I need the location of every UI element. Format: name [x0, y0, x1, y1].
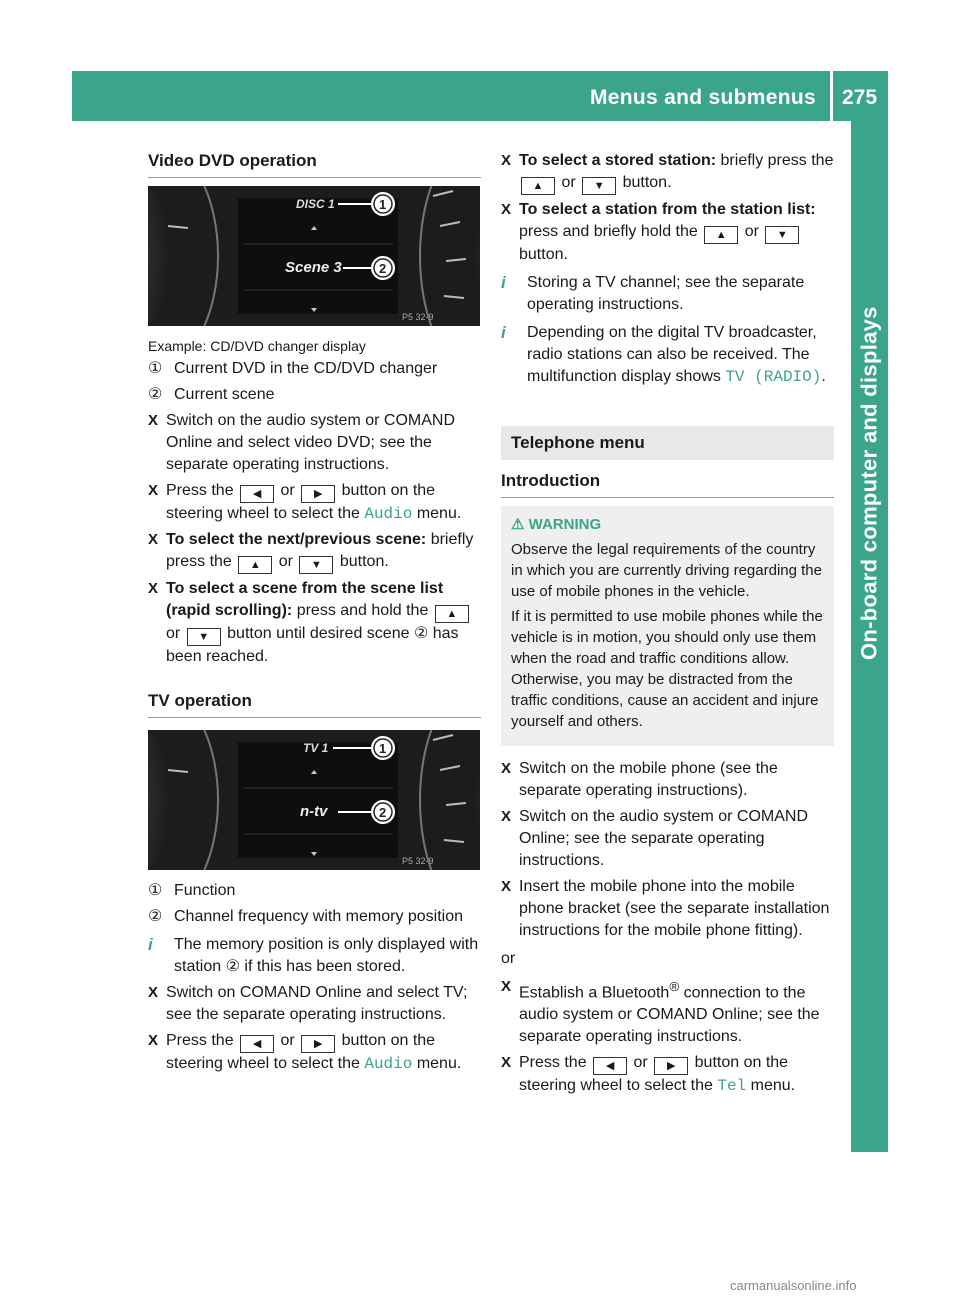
- introduction-heading: Introduction: [501, 470, 834, 498]
- warning-text: Observe the legal requirements of the country in which you are currently driving regarding the use of mobile phones in the vehicle.: [511, 541, 822, 600]
- down-key-icon: ▼: [582, 177, 616, 195]
- dvd-heading: Video DVD operation: [148, 150, 481, 178]
- legend-item: ② Channel frequency with memory position: [148, 908, 464, 925]
- footer-watermark: carmanualsonline.info: [730, 1278, 857, 1293]
- legend-item: ② Current scene: [148, 386, 275, 403]
- audio-menu-code: Audio: [364, 1055, 413, 1073]
- down-key-icon: ▼: [765, 226, 799, 244]
- up-key-icon: ▲: [238, 556, 272, 574]
- down-key-icon: ▼: [187, 628, 221, 646]
- tv-display-illustration: [148, 730, 480, 870]
- audio-menu-code: Audio: [364, 505, 413, 523]
- tv-heading: TV operation: [148, 690, 481, 718]
- right-column: [501, 150, 834, 1101]
- page-section-title: Menus and submenus: [590, 86, 816, 109]
- instruction-step: X Press the ◀ or ▶ button on the steering wheel to select the Audio menu.: [148, 482, 462, 523]
- svg-text:2: 2: [379, 261, 387, 276]
- info-icon: i: [501, 323, 506, 342]
- instruction-step: X Press the ◀ or ▶ button on the steering wheel to select the Audio menu.: [148, 1032, 462, 1073]
- down-key-icon: ▼: [299, 556, 333, 574]
- tv-image-label-mid: n-tv: [300, 803, 328, 820]
- up-key-icon: ▲: [521, 177, 555, 195]
- right-key-icon: ▶: [301, 1035, 335, 1053]
- instruction-step: X Establish a Bluetooth® connection to the audio system or COMAND Online; see the separate operating instructions.: [501, 978, 820, 1046]
- instruction-step: X To select a station from the station list: press and briefly hold the ▲ or ▼ button.: [501, 201, 816, 263]
- up-key-icon: ▲: [704, 226, 738, 244]
- instruction-step: X Insert the mobile phone into the mobile phone bracket (see the separate installation instructions for the mobile phone fitting).: [501, 878, 830, 939]
- tv-radio-code: TV (RADIO): [725, 368, 822, 386]
- left-column: [148, 150, 481, 1079]
- header-separator: [830, 71, 833, 121]
- dvd-display-photo: [148, 186, 480, 326]
- instruction-step: X Switch on the audio system or COMAND Online and select video DVD; see the separate operating instructions.: [148, 412, 455, 473]
- instruction-step: X Switch on COMAND Online and select TV; see the separate operating instructions.: [148, 984, 468, 1023]
- svg-text:2: 2: [379, 805, 387, 820]
- warning-icon: ⚠: [511, 516, 525, 533]
- left-key-icon: ◀: [593, 1057, 627, 1075]
- dvd-image-label-mid: Scene 3: [285, 259, 342, 276]
- instruction-step: X Switch on the mobile phone (see the separate operating instructions).: [501, 760, 778, 799]
- info-note: i Depending on the digital TV broadcaster, radio stations can also be received. The multifunction display shows TV (RADIO).: [501, 323, 826, 386]
- instruction-step: X Switch on the audio system or COMAND Online; see the separate operating instructions.: [501, 808, 808, 869]
- warning-text: If it is permitted to use mobile phones while the vehicle is in motion, you should only use them when the road and traffic conditions allow. Otherwise, you may be distracted from the traffic conditions, cause an accident and injure yourself and others.: [511, 608, 823, 730]
- left-key-icon: ◀: [240, 1035, 274, 1053]
- page-number: 275: [842, 86, 878, 109]
- right-key-icon: ▶: [654, 1057, 688, 1075]
- info-note: i Storing a TV channel; see the separate operating instructions.: [501, 272, 834, 316]
- instruction-step: X To select a stored station: briefly press the ▲ or ▼ button.: [501, 150, 834, 195]
- right-key-icon: ▶: [301, 485, 335, 503]
- warning-header: ⚠ WARNING: [511, 516, 602, 533]
- info-icon: i: [501, 273, 506, 292]
- up-key-icon: ▲: [435, 605, 469, 623]
- dvd-image-label-top: DISC 1: [296, 197, 335, 211]
- svg-text:1: 1: [379, 197, 387, 212]
- info-icon: i: [148, 935, 153, 954]
- legend-item: ① Function: [148, 882, 236, 899]
- warning-box: [501, 506, 834, 746]
- telephone-menu-band: Telephone menu: [501, 426, 834, 460]
- chapter-label: On-board computer and displays: [856, 306, 882, 660]
- dvd-image-code: P5 32-9: [402, 312, 434, 322]
- dvd-caption: Example: CD/DVD changer display: [148, 338, 366, 354]
- dvd-display-illustration: [148, 186, 480, 326]
- info-note: i The memory position is only displayed with station ② if this has been stored.: [148, 934, 481, 978]
- instruction-step: X To select a scene from the scene list (rapid scrolling): press and hold the ▲ or ▼ button until desired scene ② has been reached.: [148, 578, 481, 668]
- tel-menu-code: Tel: [717, 1077, 747, 1096]
- left-key-icon: ◀: [240, 485, 274, 503]
- or-separator: or: [501, 950, 516, 967]
- instruction-step: X To select the next/previous scene: briefly press the ▲ or ▼ button.: [148, 529, 481, 574]
- tv-display-photo: [148, 730, 480, 870]
- tv-image-label-top: TV 1: [303, 741, 329, 755]
- svg-text:1: 1: [379, 741, 387, 756]
- legend-item: ① Current DVD in the CD/DVD changer: [148, 360, 438, 377]
- instruction-step: X Press the ◀ or ▶ button on the steering wheel to select the Tel menu.: [501, 1054, 796, 1096]
- tv-image-code: P5 32-9: [402, 856, 434, 866]
